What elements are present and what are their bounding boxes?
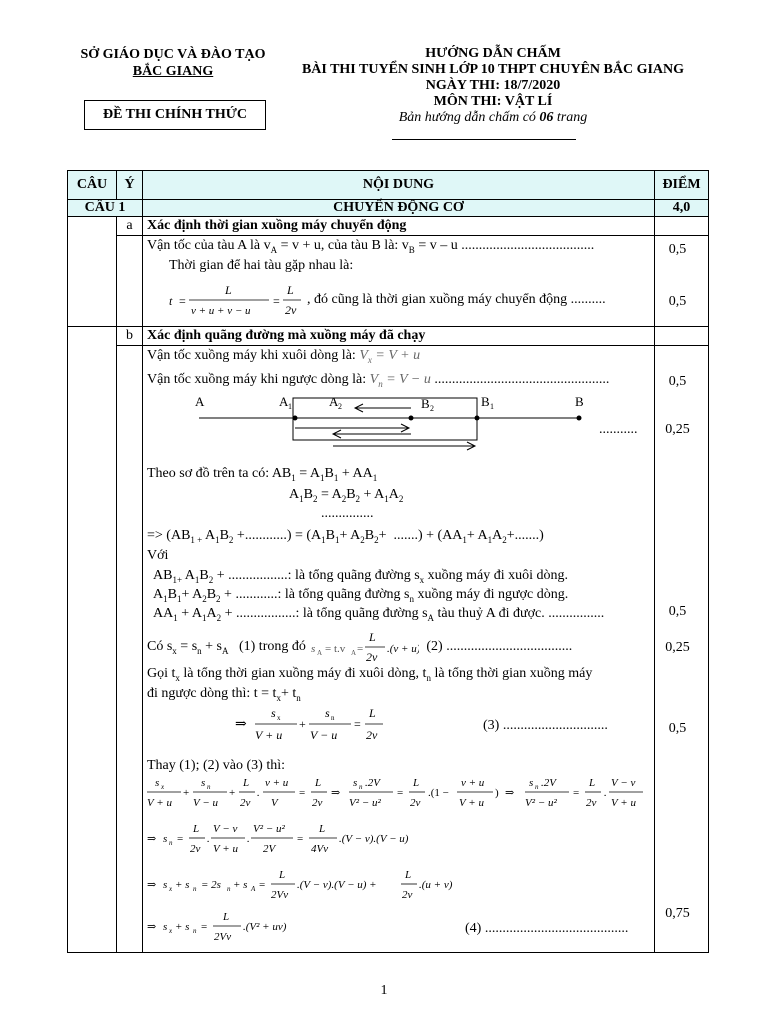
svg-text:L: L xyxy=(369,706,376,720)
svg-text:2v: 2v xyxy=(240,797,251,809)
svg-text:n: n xyxy=(193,927,197,935)
svg-text:2v: 2v xyxy=(402,889,413,901)
part-b-content-row xyxy=(68,346,709,953)
header-rule xyxy=(392,139,576,140)
svg-text:2v: 2v xyxy=(285,303,297,317)
svg-text:.: . xyxy=(247,833,250,845)
svg-text:s: s xyxy=(311,643,316,655)
b-line-time: Gọi $t_x$ là tổng thời gian xuồng máy đi xuôi dòng, $t_n$ là tổng thời gian xuồng máy xyxy=(147,666,593,683)
svg-text:=: = xyxy=(259,879,266,891)
svg-text:V² − u²: V² − u² xyxy=(525,797,557,809)
b-eq-sum xyxy=(147,866,507,906)
score: 0,5 xyxy=(668,721,687,736)
svg-text:2Vv: 2Vv xyxy=(271,889,289,901)
part-b-scores xyxy=(655,346,709,953)
part-b-title: Xác định quãng đường mà xuồng máy đã chạy xyxy=(143,327,655,346)
b-line-scheme2: $A_1B_2 = A_2B_2 + A_1A_2$ xyxy=(289,487,404,504)
svg-text:+: + xyxy=(183,787,190,799)
svg-text:=: = xyxy=(357,643,364,655)
part-a-title: Xác định thời gian xuồng máy chuyển động xyxy=(143,217,655,236)
svg-text:L: L xyxy=(193,823,200,835)
svg-text:2v: 2v xyxy=(410,797,421,809)
b-line-sum: => ($AB_{1 +}$ $A_1B_2$ +............) = ($A_1B_1+ A_2B_2+$ .......) + $(AA_1+ A_1A_2+.......)$ xyxy=(147,528,544,545)
svg-text:x: x xyxy=(169,885,173,893)
svg-text:=: = xyxy=(177,833,184,845)
svg-text:t: t xyxy=(169,294,173,308)
svg-text:+ s: + s xyxy=(233,879,248,891)
svg-text:B: B xyxy=(575,394,584,409)
svg-text:+: + xyxy=(299,717,306,731)
part-a-line2: Thời gian để hai tàu gặp nhau là: xyxy=(169,258,354,273)
svg-text:2v: 2v xyxy=(586,797,597,809)
exam-date: NGÀY THI: 18/7/2020 xyxy=(425,78,561,93)
svg-text:2V: 2V xyxy=(263,843,276,855)
svg-text:V: V xyxy=(271,797,278,809)
svg-text:x: x xyxy=(169,927,173,935)
svg-text:x: x xyxy=(161,783,165,791)
svg-text:s: s xyxy=(163,921,168,933)
b-line-dots: ............... xyxy=(321,506,374,521)
svg-text:+ s: + s xyxy=(175,921,190,933)
col-cau: CÂU xyxy=(68,171,117,200)
grading-table xyxy=(67,170,709,953)
doc-title: HƯỚNG DẪN CHẤM xyxy=(425,46,561,61)
exam-header xyxy=(278,46,708,126)
part-a-title-row xyxy=(68,217,709,236)
b-eq-long xyxy=(147,774,647,814)
svg-text:.(v + u): .(v + u) xyxy=(387,643,420,655)
cau1-points: 4,0 xyxy=(655,200,709,217)
svg-text:n: n xyxy=(207,783,211,791)
svg-text:A: A xyxy=(195,394,205,409)
svg-text:n: n xyxy=(227,885,231,893)
b-line-with: Với xyxy=(147,548,169,563)
svg-text:.: . xyxy=(604,787,607,799)
score: 0,5 xyxy=(668,604,687,619)
svg-text:.(u + v): .(u + v) xyxy=(419,879,453,891)
svg-text:V + u: V + u xyxy=(459,797,484,809)
b-line-scheme: Theo sơ đồ trên ta có: $AB_1 = A_1B_1 + AA_1$ xyxy=(147,466,378,483)
svg-text:V + u: V + u xyxy=(213,843,238,855)
part-a-scores xyxy=(655,236,709,327)
svg-text:s: s xyxy=(271,706,276,720)
svg-text:n: n xyxy=(359,783,363,791)
page-number: 1 xyxy=(380,983,388,998)
svg-text:=: = xyxy=(297,833,304,845)
province-name: BẮC GIANG xyxy=(132,64,214,79)
svg-text:V − v: V − v xyxy=(611,777,636,789)
part-a-label: a xyxy=(117,217,143,236)
part-a-line1: Vận tốc của tàu A là $v_A = v + u$, của tàu B là: $v_B = v - u$ ...................................... xyxy=(147,238,595,255)
svg-text:): ) xyxy=(495,787,499,799)
svg-text:.(V − v).(V − u): .(V − v).(V − u) xyxy=(339,833,409,845)
svg-text:L: L xyxy=(315,777,322,789)
svg-text:V − u: V − u xyxy=(193,797,218,809)
part-a-content xyxy=(143,236,655,327)
svg-text:+: + xyxy=(229,787,236,799)
svg-text:V + u: V + u xyxy=(611,797,636,809)
cau1-label: CÂU 1 xyxy=(68,200,143,217)
svg-text:.(V − v).(V − u) +: .(V − v).(V − u) + xyxy=(297,879,377,891)
cau1-row xyxy=(68,200,709,217)
svg-text:L: L xyxy=(589,777,596,789)
department-name: SỞ GIÁO DỤC VÀ ĐÀO TẠO xyxy=(80,47,266,62)
svg-text:A: A xyxy=(329,394,339,409)
svg-text:⇒: ⇒ xyxy=(505,787,515,799)
b-line-time2: đi ngược dòng thì: $t = t_x+ t_n$ xyxy=(147,686,301,703)
svg-text:L: L xyxy=(287,283,294,297)
svg-text:⇒: ⇒ xyxy=(331,787,341,799)
svg-text:s: s xyxy=(163,833,168,845)
svg-text:=: = xyxy=(397,787,404,799)
svg-text:2: 2 xyxy=(338,402,342,411)
eq3-formula xyxy=(235,704,385,746)
svg-text:n: n xyxy=(169,839,173,847)
svg-text:A: A xyxy=(279,394,289,409)
svg-text:x: x xyxy=(277,714,281,722)
b-line-sa: $AA_1 + A_1A_2$ + .................: là tổng quãng đường $s_A$ tàu thuỷ A đi được. ................ xyxy=(153,606,605,623)
svg-text:.2V: .2V xyxy=(541,777,556,789)
svg-text:B: B xyxy=(421,396,430,411)
svg-text:.: . xyxy=(207,833,210,845)
svg-text:v + u: v + u xyxy=(265,777,289,789)
col-y: Ý xyxy=(117,171,143,200)
svg-text:=: = xyxy=(179,294,186,308)
svg-text:L: L xyxy=(279,869,286,881)
svg-text:L: L xyxy=(405,869,412,881)
svg-text:2v: 2v xyxy=(312,797,323,809)
svg-text:v + u: v + u xyxy=(461,777,485,789)
svg-text:2v: 2v xyxy=(366,650,378,664)
official-exam-box: ĐỀ THI CHÍNH THỨC xyxy=(84,100,266,130)
svg-text:A: A xyxy=(317,649,323,657)
svg-text:+ s: + s xyxy=(175,879,190,891)
svg-text:V² − u²: V² − u² xyxy=(253,823,285,835)
motion-diagram xyxy=(183,394,603,452)
svg-text:s: s xyxy=(155,777,160,789)
svg-text:=: = xyxy=(273,294,280,308)
score: 0,25 xyxy=(665,422,690,437)
svg-text:A: A xyxy=(251,885,256,893)
svg-text:s: s xyxy=(163,879,168,891)
svg-text:1: 1 xyxy=(288,402,292,411)
score: 0,5 xyxy=(668,374,687,389)
svg-text:V − v: V − v xyxy=(213,823,238,835)
svg-text:n: n xyxy=(193,885,197,893)
svg-text:=: = xyxy=(299,787,306,799)
svg-text:V + u: V + u xyxy=(147,797,172,809)
part-b-content xyxy=(143,346,655,953)
svg-text:A: A xyxy=(351,649,357,657)
svg-text:⇒: ⇒ xyxy=(147,921,157,933)
subject: MÔN THI: VẬT LÍ xyxy=(433,94,553,109)
part-a-formula: t = L v + u + v − u = L 2v , đó cũng là thời gian xuồng máy chuyển động .......... xyxy=(167,280,606,320)
svg-text:n: n xyxy=(535,783,539,791)
sa-formula xyxy=(309,630,419,664)
b-line-sx: $AB_{1+}$ $A_1B_2$ + .................: là tổng quãng đường $s_x$ xuồng máy đi xuôi dòng. xyxy=(153,568,569,585)
cau1-title: CHUYỂN ĐỘNG CƠ xyxy=(143,200,655,217)
school-header xyxy=(68,46,278,80)
svg-text:L: L xyxy=(319,823,326,835)
table-header-row xyxy=(68,171,709,200)
svg-text:n: n xyxy=(331,714,335,722)
svg-text:= t.v: = t.v xyxy=(325,643,346,655)
svg-text:L: L xyxy=(225,283,232,297)
svg-text:B: B xyxy=(481,394,490,409)
svg-text:2Vv: 2Vv xyxy=(214,931,232,943)
svg-text:V + u: V + u xyxy=(255,728,283,742)
b-line-eq1: Có $s_x = s_n + s_A$ (1) trong đó s A = t.v A = L 2v .(v + u) (2) .................................... xyxy=(147,630,573,664)
score: 0,25 xyxy=(665,640,690,655)
svg-text:1: 1 xyxy=(490,402,494,411)
svg-text:.: . xyxy=(257,787,260,799)
part-b-label: b xyxy=(117,327,143,346)
diagram-dots: ........... xyxy=(599,422,638,437)
svg-text:2v: 2v xyxy=(366,728,378,742)
svg-text:s: s xyxy=(325,706,330,720)
svg-text:=: = xyxy=(354,717,361,731)
page-count-note: Bản hướng dẫn chấm có 06 trang xyxy=(398,110,588,125)
svg-text:=: = xyxy=(201,921,208,933)
b-eq4 xyxy=(147,908,347,948)
b-line-upstream: Vận tốc xuồng máy khi ngược dòng là: $V_n = V - u$ .................................................. xyxy=(147,372,610,389)
svg-text:⇒: ⇒ xyxy=(147,833,157,845)
b-line-downstream: Vận tốc xuồng máy khi xuôi dòng là: $V_x = V + u$ xyxy=(147,348,421,365)
col-noidung: NỘI DUNG xyxy=(143,171,655,200)
svg-text:s: s xyxy=(529,777,534,789)
score: 0,5 xyxy=(668,294,687,309)
svg-text:.(V² + uv): .(V² + uv) xyxy=(243,921,287,933)
b-eq3-tail: (3) .............................. xyxy=(483,718,608,733)
svg-text:V² − u²: V² − u² xyxy=(349,797,381,809)
b-eq4-tail: (4) ......................................... xyxy=(465,921,629,936)
svg-text:⇒: ⇒ xyxy=(147,879,157,891)
score: 0,5 xyxy=(668,242,687,257)
svg-text:2v: 2v xyxy=(190,843,201,855)
svg-text:=: = xyxy=(573,787,580,799)
exam-name: BÀI THI TUYỂN SINH LỚP 10 THPT CHUYÊN BẮC GIANG xyxy=(301,62,685,77)
svg-text:4Vv: 4Vv xyxy=(311,843,329,855)
part-b-title-row xyxy=(68,327,709,346)
b-line-substitute: Thay (1); (2) vào (3) thì: xyxy=(147,758,286,773)
svg-text:= 2s: = 2s xyxy=(201,879,221,891)
svg-text:.2V: .2V xyxy=(365,777,380,789)
svg-text:L: L xyxy=(413,777,420,789)
svg-text:L: L xyxy=(223,911,230,923)
time-formula xyxy=(167,280,307,320)
svg-text:.(1 −: .(1 − xyxy=(428,787,449,799)
svg-text:2: 2 xyxy=(430,404,434,413)
b-eq-sn xyxy=(147,820,467,860)
b-line-sn: $A_1B_1+ A_2B_2$ + ............: là tổng quãng đường $s_n$ xuồng máy đi ngược dòng. xyxy=(153,587,569,604)
col-diem: ĐIỂM xyxy=(655,171,709,200)
svg-text:s: s xyxy=(353,777,358,789)
svg-text:v + u + v − u: v + u + v − u xyxy=(191,305,251,317)
score: 0,75 xyxy=(665,906,690,921)
svg-text:s: s xyxy=(201,777,206,789)
svg-text:L: L xyxy=(243,777,250,789)
svg-text:L: L xyxy=(369,630,377,644)
svg-text:⇒: ⇒ xyxy=(235,717,247,732)
b-eq3 xyxy=(235,704,385,746)
part-a-content-row xyxy=(68,236,709,327)
svg-text:V − u: V − u xyxy=(310,728,338,742)
